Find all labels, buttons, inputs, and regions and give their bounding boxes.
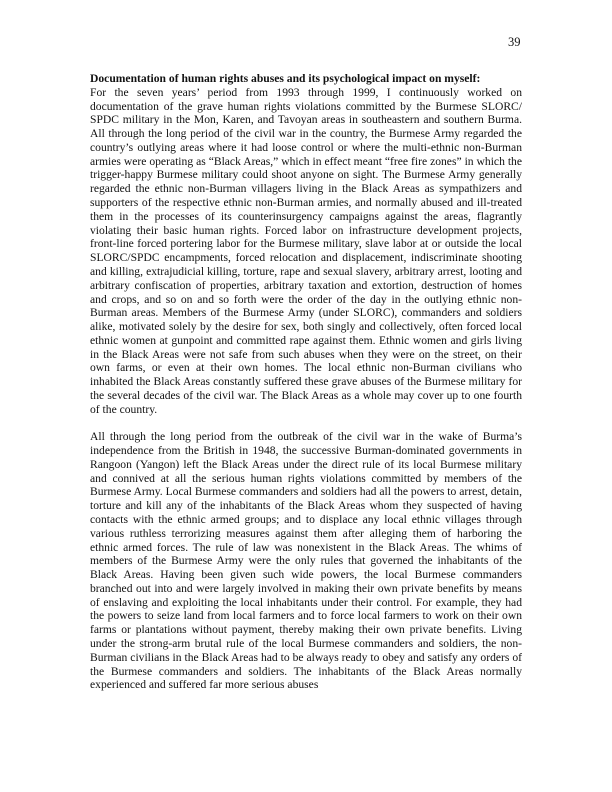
section-heading: Documentation of human rights abuses and its psychological impact on myself: (90, 72, 481, 85)
paragraph-2: All through the long period from the outbreak of the civil war in the wake of Burma’s independence from the British in 1948, the successive Burman-dominated governments in Rangoon (Yangon) left the Black Areas under the direct rule of its local Burmese military and connived at all the serious human rights violations committed by members of the Burmese Army. Local Burmese commanders and soldiers had all the powers to arrest, detain, torture and kill any of the inhabitants of the Black Areas whom they suspected of having contacts with the ethnic armed groups; and to displace any local ethnic villages through various ruthless terrorizing measures against them after alleging them of harboring the ethnic armed forces. The rule of law was nonexistent in the Black Areas. The whims of members of the Burmese Army were the only rules that governed the inhabitants of the Black Areas. Having been given such wide powers, the local Burmese commanders branched out into and were largely involved in making their own private benefits by means of enslaving and exploiting the local inhabitants under their control. For example, they had the powers to seize land from local farmers and to force local farmers to work on their own farms or plantations without payment, thereby making their own private benefits. Living under the strong-arm brutal rule of the local Burmese commanders and soldiers, the non-Burman civilians in the Black Areas had to be always ready to obey and satisfy any orders of the Burmese commanders and soldiers. The inhabitants of the Black Areas normally experienced and suffered far more serious abuses (90, 430, 522, 692)
page-number: 39 (508, 35, 521, 49)
paragraph-1: For the seven years’ period from 1993 through 1999, I continuously worked on documentation of the grave human rights violations committed by the Burmese SLORC/ SPDC military in the Mon, Karen, and Tavoyan areas in southeastern and southern Burma. All through the long period of the civil war in the country, the Burmese Army regarded the country’s outlying areas where it had loose control or where the multi-ethnic non-Burman armies were operating as “Black Areas,” which in effect meant “free fire zones” in which the trigger-happy Burmese military could shoot anyone on sight. The Burmese Army generally regarded the ethnic non-Burman villagers living in the Black Areas as sympathizers and supporters of the respective ethnic non-Burman armies, and normally abused and ill-treated them in the processes of its counterinsurgency campaigns against the areas, flagrantly violating their basic human rights. Forced labor on infrastructure development projects, front-line forced portering labor for the Burmese military, slave labor at or outside the local SLORC/SPDC encampments, forced relocation and displacement, indiscriminate shooting and killing, extrajudicial killing, torture, rape and sexual slavery, arbitrary arrest, looting and arbitrary confiscation of properties, arbitrary taxation and extortion, destruction of homes and crops, and so on and so forth were the order of the day in the outlying ethnic non-Burman areas. Members of the Burmese Army (under SLORC), commanders and soldiers alike, motivated solely by the desire for sex, both singly and collectively, often forced local ethnic women at gunpoint and committed rape against them. Ethnic women and girls living in the Black Areas were not safe from such abuses when they were on the street, on their own farms, or even at their own homes. The local ethnic non-Burman civilians who inhabited the Black Areas constantly suffered these grave abuses of the Burmese military for the several decades of the civil war. The Black Areas as a whole may cover up to one fourth of the country. (90, 85, 522, 416)
body-text (90, 72, 522, 692)
